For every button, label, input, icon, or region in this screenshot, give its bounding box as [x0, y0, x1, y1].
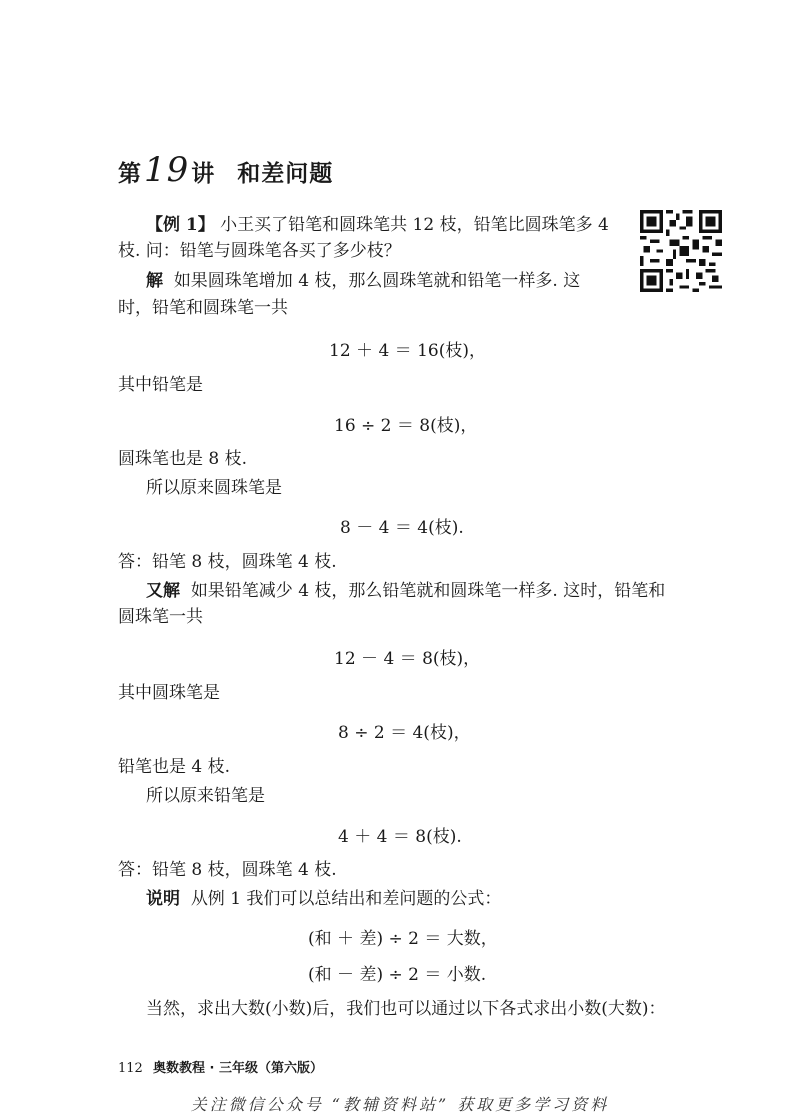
page-number: 112: [118, 1061, 143, 1076]
chapter-number: 19: [144, 150, 190, 190]
chapter-topic: 和差问题: [237, 160, 334, 187]
alt-solution-equation-1: 12 － 4 ＝ 8(枝)，: [334, 649, 481, 669]
note-line2: 当然，求出大数(小数)后，我们也可以通过以下各式求出小数(大数)：: [146, 999, 666, 1019]
alt-solution-text-2: 铅笔也是 4 枝.: [118, 757, 231, 777]
page-footer: [118, 1057, 323, 1076]
example-question-line2: 枝. 问：铅笔与圆珠笔各买了多少枝？: [118, 241, 401, 261]
note-line1: 说明 从例 1 我们可以总结出和差问题的公式：: [146, 889, 502, 909]
alt-solution-label: 又解: [146, 581, 180, 601]
solution-line1: 解 如果圆珠笔增加 4 枝，那么圆珠笔就和铅笔一样多. 这: [146, 271, 581, 291]
chapter-title: [118, 150, 333, 190]
note-formula-1: (和 ＋ 差) ÷ 2 ＝ 大数，: [308, 929, 498, 949]
alt-solution-answer: 答：铅笔 8 枝，圆珠笔 4 枝.: [118, 860, 337, 880]
solution-text-3: 所以原来圆珠笔是: [146, 478, 282, 498]
qr-code-icon[interactable]: [640, 210, 722, 292]
alt-solution-line1: 又解 如果铅笔减少 4 枝，那么铅笔就和圆珠笔一样多. 这时，铅笔和: [146, 581, 666, 601]
watermark-text: 关注微信公众号 “教辅资料站” 获取更多学习资料: [190, 1095, 610, 1114]
alt-solution-text-3: 所以原来铅笔是: [146, 786, 265, 806]
alt-solution-line2: 圆珠笔一共: [118, 607, 203, 627]
example-tag: 【例 1】: [146, 215, 215, 235]
book-title: 奥数教程 · 三年级（第六版）: [152, 1061, 323, 1076]
solution-label: 解: [146, 271, 163, 291]
alt-solution-text-1: 其中圆珠笔是: [118, 683, 220, 703]
chapter-prefix: 第: [118, 160, 142, 187]
solution-equation-1: 12 ＋ 4 ＝ 16(枝)，: [329, 341, 486, 361]
alt-solution-equation-2: 8 ÷ 2 ＝ 4(枝)，: [338, 723, 471, 743]
solution-answer: 答：铅笔 8 枝，圆珠笔 4 枝.: [118, 552, 337, 572]
example-question-line1: 【例 1】 小王买了铅笔和圆珠笔共 12 枝，铅笔比圆珠笔多 4: [146, 215, 609, 235]
chapter-suffix: 讲: [191, 160, 216, 187]
solution-equation-2: 16 ÷ 2 ＝ 8(枝)，: [334, 416, 478, 436]
note-formula-2: (和 － 差) ÷ 2 ＝ 小数.: [308, 965, 487, 985]
alt-solution-equation-3: 4 ＋ 4 ＝ 8(枝).: [338, 827, 462, 847]
solution-equation-3: 8 － 4 ＝ 4(枝).: [340, 518, 464, 538]
solution-text-1: 其中铅笔是: [118, 375, 203, 395]
note-label: 说明: [146, 889, 180, 909]
solution-text-2: 圆珠笔也是 8 枝.: [118, 449, 248, 469]
solution-line2: 时，铅笔和圆珠笔一共: [118, 298, 288, 318]
